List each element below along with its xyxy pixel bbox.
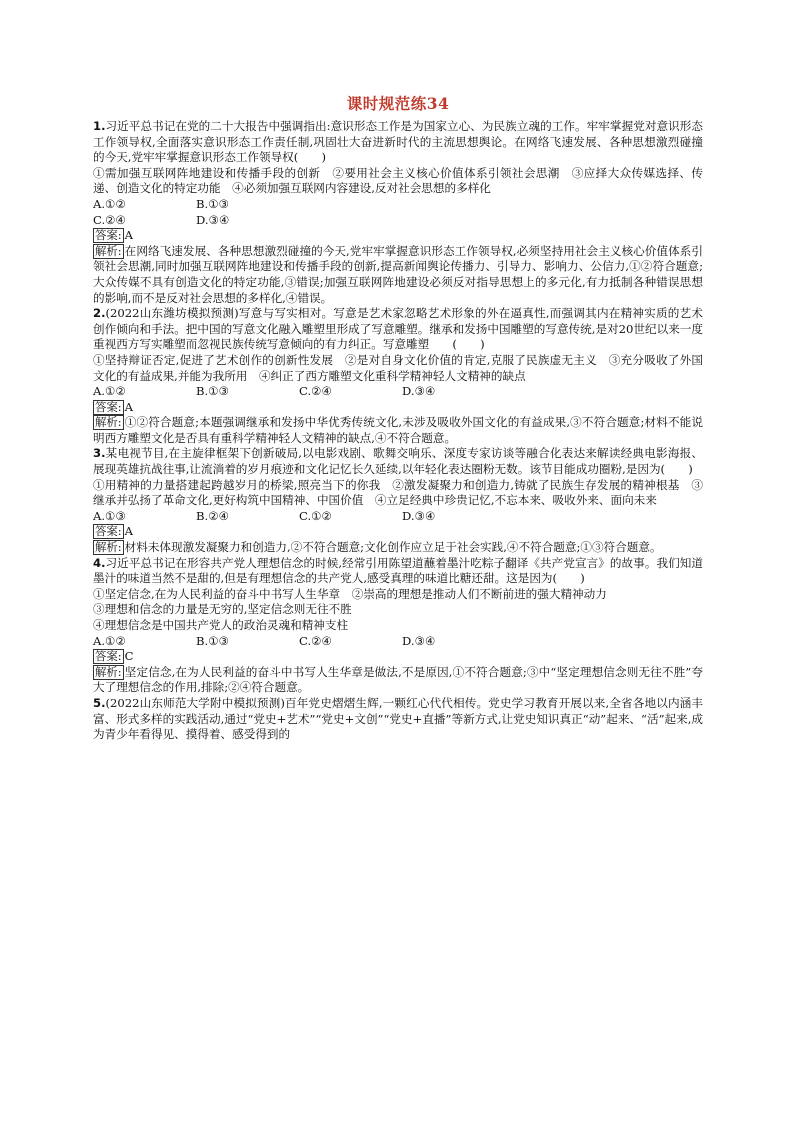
question-text: 习近平总书记在形容共产党人理想信念的时候,经常引用陈望道蘸着墨汁吃粽子翻译《共产党宣言》的故事。我们知道墨汁的味道当然不是甜的,但是有理想信念的共产党人,感受真理的味道比糖还甜。这是因为( ) — [93, 555, 703, 586]
analysis-line — [93, 540, 703, 556]
question-stem — [93, 119, 703, 166]
analysis-text: 坚定信念,在为人民利益的奋斗中书写人生华章是做法,不是原因,①不符合题意;③中“坚定理想信念则无往不胜”夸大了理想信念的作用,排除;②④符合题意。 — [93, 664, 703, 695]
worksheet-page — [93, 95, 703, 743]
options-row — [93, 384, 703, 400]
question-number: 5. — [93, 695, 106, 710]
answer-line — [93, 400, 703, 416]
analysis-text: ①②符合题意;本题强调继承和发扬中华优秀传统文化,未涉及吸收外国文化的有益成果,③不符合题意;材料不能说明西方雕塑文化是否具有重科学精神轻人文精神的缺点,④不符合题意。 — [93, 415, 703, 445]
analysis-line — [93, 244, 703, 306]
question-text: (2022山东师范大学附中模拟预测)百年党史熠熠生辉,一颗红心代代相传。党史学习教育开展以来,全省各地以内涵丰富、形式多样的实践活动,通过“党史+艺术”“党史+文创”“党史+直播”等新方式,让党史知识真正“动”起来、“活”起来,成为青少年看得见、摸得着、感受得到的 — [93, 695, 703, 742]
answer-label: 答案: — [95, 649, 122, 664]
option-b: B.①③ — [196, 633, 229, 648]
option-d: D.③④ — [402, 508, 436, 523]
option-b: B.①③ — [196, 384, 229, 399]
question-stem — [93, 446, 703, 477]
options-row — [93, 509, 703, 525]
option-a: A.①② — [93, 196, 126, 211]
question-stem — [93, 696, 703, 743]
option-c: C.②④ — [299, 633, 332, 648]
answer-value: A — [124, 228, 133, 243]
analysis-label: 解析: — [95, 243, 122, 258]
option-d: D.③④ — [402, 384, 436, 399]
analysis-label: 解析: — [95, 664, 122, 679]
question-number: 3. — [93, 446, 106, 461]
page-title: 课时规范练34 — [346, 94, 450, 113]
question-text: 习近平总书记在党的二十大报告中强调指出:意识形态工作是为国家立心、为民族立魂的工作。牢牢掌握党对意识形态工作领导权,全面落实意识形态工作责任制,巩固壮大奋进新时代的主流思想舆论。在网络飞速发展、各种思想激烈碰撞的今天,党牢牢掌握意识形态工作领导权( ) — [93, 119, 703, 165]
answer-line — [93, 649, 703, 665]
question-2 — [93, 306, 703, 446]
question-stem — [93, 306, 703, 353]
option-b: B.②④ — [196, 508, 229, 523]
question-choice-line: ①坚定信念,在为人民利益的奋斗中书写人生华章 ②崇高的理想是推动人们不断前进的强大精神动力 — [93, 586, 607, 601]
answer-label: 答案: — [95, 228, 122, 243]
question-choice-line: ④理想信念是中国共产党人的政治灵魂和精神支柱 — [93, 618, 349, 632]
question-1 — [93, 119, 703, 306]
question-text: 某电视节目,在主旋律框架下创新破局,以电影戏剧、歌舞交响乐、深度专家访谈等融合化表达来解读经典电影海报、展现英雄抗战往事,让流淌着的岁月痕迹和文化记忆长久延续,以年轻化表达圈粉无数。该节目能成功圈粉,是因为( ) — [93, 446, 703, 477]
question-choices: ①需加强互联网阵地建设和传播手段的创新 ②要用社会主义核心价值体系引领社会思潮 ③应择大众传媒选择、传递、创造文化的特定功能 ④必须加强互联网内容建设,反对社会思想的多样化 — [93, 165, 703, 196]
analysis-text: 材料未体现激发凝聚力和创造力,②不符合题意;文化创作应立足于社会实践,④不符合题意;①③符合题意。 — [124, 540, 662, 555]
option-d: D.③④ — [196, 212, 230, 227]
answer-label: 答案: — [95, 524, 122, 539]
answer-label: 答案: — [95, 399, 122, 414]
answer-line — [93, 524, 703, 540]
options-row — [93, 197, 703, 213]
option-c: C.②④ — [299, 384, 332, 399]
question-text: (2022山东潍坊模拟预测)写意与写实相对。写意是艺术家忽略艺术形象的外在逼真性,而强调其内在精神实质的艺术创作倾向和手法。把中国的写意文化融入雕塑里形成了写意雕塑。继承和发扬中国雕塑的写意传统,是对20世纪以来一度重视西方写实雕塑而忽视民族传统写意倾向的有力纠正。写意雕塑 ( ) — [93, 306, 703, 352]
options-row — [93, 213, 703, 229]
question-number: 2. — [93, 306, 106, 321]
option-d: D.③④ — [402, 633, 436, 648]
question-5 — [93, 696, 703, 743]
answer-value: A — [124, 524, 133, 539]
analysis-label: 解析: — [95, 540, 122, 555]
option-a: A.①③ — [93, 508, 126, 523]
answer-value: C — [124, 649, 134, 664]
option-c: C.①② — [299, 508, 332, 523]
question-choices: ①坚持辩证否定,促进了艺术创作的创新性发展 ②是对自身文化价值的肯定,克服了民族虚无主义 ③充分吸收了外国文化的有益成果,并能为我所用 ④纠正了西方雕塑文化重科学精神轻人文精神的缺点 — [93, 352, 703, 383]
analysis-line — [93, 665, 703, 696]
option-b: B.①③ — [196, 196, 229, 211]
question-choice-line: ③理想和信念的力量是无穷的,坚定信念则无往不胜 — [93, 602, 352, 617]
analysis-text: 在网络飞速发展、各种思想激烈碰撞的今天,党牢牢掌握意识形态工作领导权,必须坚持用社会主义核心价值体系引领社会思潮,同时加强互联网阵地建设和传播手段的创新,提高新闻舆论传播力、引导力、影响力、公信力,①②符合题意;大众传媒不具有创造文化的特定功能,③错误;加强互联网阵地建设必须反对指导思想上的多元化,有力抵制各种错误思想的影响,而不是反对社会思想的多样化,④错误。 — [93, 243, 703, 305]
question-number: 1. — [93, 119, 106, 133]
answer-value: A — [124, 399, 133, 414]
answer-line — [93, 228, 703, 244]
analysis-line — [93, 415, 703, 446]
option-a: A.①② — [93, 384, 126, 399]
option-a: A.①② — [93, 633, 126, 648]
question-stem — [93, 556, 703, 587]
analysis-label: 解析: — [95, 415, 122, 430]
question-choices: ①用精神的力量搭建起跨越岁月的桥梁,照亮当下的你我 ②激发凝聚力和创造力,铸就了民族生存发展的精神根基 ③继承并弘扬了革命文化,更好构筑中国精神、中国价值 ④立足经典中珍贵记忆,不忘本来、吸收外来、面向未来 — [93, 477, 703, 508]
options-row — [93, 634, 703, 650]
question-number: 4. — [93, 555, 106, 570]
option-c: C.②④ — [93, 212, 126, 227]
question-3 — [93, 446, 703, 555]
question-4 — [93, 556, 703, 696]
